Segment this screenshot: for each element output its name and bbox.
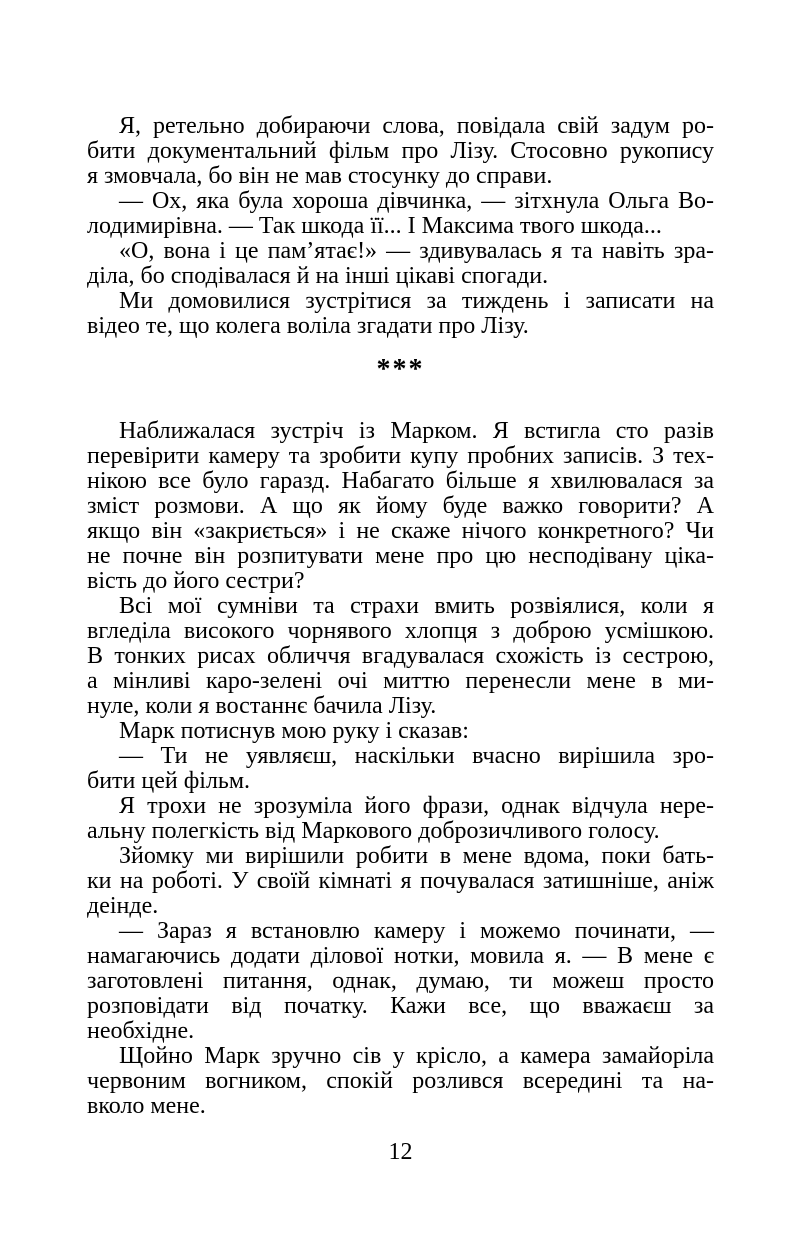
text-line: Щойно Марк зручно сів у крісло, а камера замайоріла	[119, 1043, 714, 1069]
text-line: деінде.	[87, 893, 159, 919]
paragraph	[87, 189, 714, 239]
text-line: Наближалася зустріч із Марком. Я встигла сто разів	[119, 418, 714, 444]
text-line: вгледіла високого чорнявого хлопця з доброю усмішкою.	[87, 618, 714, 644]
text-line: Всі мої сумніви та страхи вмить розвіялися, коли я	[119, 593, 714, 619]
text-line: Зйомку ми вирішили робити в мене вдома, поки бать-	[119, 843, 714, 869]
text-line: заготовлені питання, однак, думаю, ти можеш просто	[87, 968, 714, 994]
paragraph	[87, 594, 714, 719]
text-line: намагаючись додати ділової нотки, мовила я. — В мене є	[87, 943, 714, 969]
paragraph	[87, 919, 714, 1044]
paragraph	[87, 289, 714, 339]
text-line: бити документальний фільм про Лізу. Стосовно рукопису	[87, 138, 714, 164]
paragraph	[87, 744, 714, 794]
text-line: вколо мене.	[87, 1093, 206, 1119]
paragraph	[87, 1044, 714, 1119]
section-separator: ***	[376, 354, 425, 385]
page-number: 12	[388, 1139, 413, 1165]
text-line: лодимирівна. — Так шкода її... І Максима твого шкода...	[87, 213, 662, 239]
page-text	[87, 114, 714, 1165]
text-line: а мінливі каро-зелені очі миттю перенесли мене в ми-	[87, 668, 714, 694]
text-line: — Ти не уявляєш, наскільки вчасно вирішила зро-	[119, 743, 714, 769]
paragraph	[87, 794, 714, 844]
text-line: Марк потиснув мою руку і сказав:	[119, 718, 469, 744]
text-line: діла, бо сподівалася й на інші цікаві спогади.	[87, 263, 549, 289]
paragraph	[87, 419, 714, 594]
text-line: зміст розмови. А що як йому буде важко говорити? А	[87, 493, 714, 519]
text-line: відео те, що колега воліла згадати про Лізу.	[87, 313, 529, 339]
paragraph	[87, 114, 714, 189]
text-line: нікою все було гаразд. Набагато більше я хвилювалася за	[87, 468, 714, 494]
text-line: не почне він розпитувати мене про цю несподівану ціка-	[87, 543, 714, 569]
text-line: червоним вогником, спокій розлився всередині та на-	[87, 1068, 714, 1094]
text-line: В тонких рисах обличчя вгадувалася схожість із сестрою,	[87, 643, 714, 669]
paragraph	[87, 239, 714, 289]
text-line: розповідати від початку. Кажи все, що вважаєш за	[87, 993, 714, 1019]
text-line: альну полегкість від Маркового доброзичливого голосу.	[87, 818, 660, 844]
text-line: нуле, коли я востаннє бачила Лізу.	[87, 693, 437, 719]
text-line: я змовчала, бо він не мав стосунку до справи.	[87, 163, 553, 189]
paragraph	[87, 844, 714, 919]
text-line: необхідне.	[87, 1018, 195, 1044]
text-line: — Ох, яка була хороша дівчинка, — зітхнула Ольга Во-	[119, 188, 714, 214]
text-line: вість до його сестри?	[87, 568, 305, 594]
text-line: Я, ретельно добираючи слова, повідала свій задум ро-	[119, 113, 714, 139]
text-line: ки на роботі. У своїй кімнаті я почувалася затишніше, аніж	[87, 868, 714, 894]
paragraph	[87, 719, 714, 744]
text-line: бити цей фільм.	[87, 768, 251, 794]
text-line: перевірити камеру та зробити купу пробних записів. З тех-	[87, 443, 714, 469]
text-line: Я трохи не зрозуміла його фрази, однак відчула нере-	[119, 793, 714, 819]
text-line: — Зараз я встановлю камеру і можемо починати, —	[119, 918, 714, 944]
text-line: «О, вона і це пам’ятає!» — здивувалась я та навіть зра-	[119, 238, 714, 264]
text-line: якщо він «закриється» і не скаже нічого конкретного? Чи	[87, 518, 714, 544]
text-line: Ми домовилися зустрітися за тиждень і записати на	[119, 288, 714, 314]
